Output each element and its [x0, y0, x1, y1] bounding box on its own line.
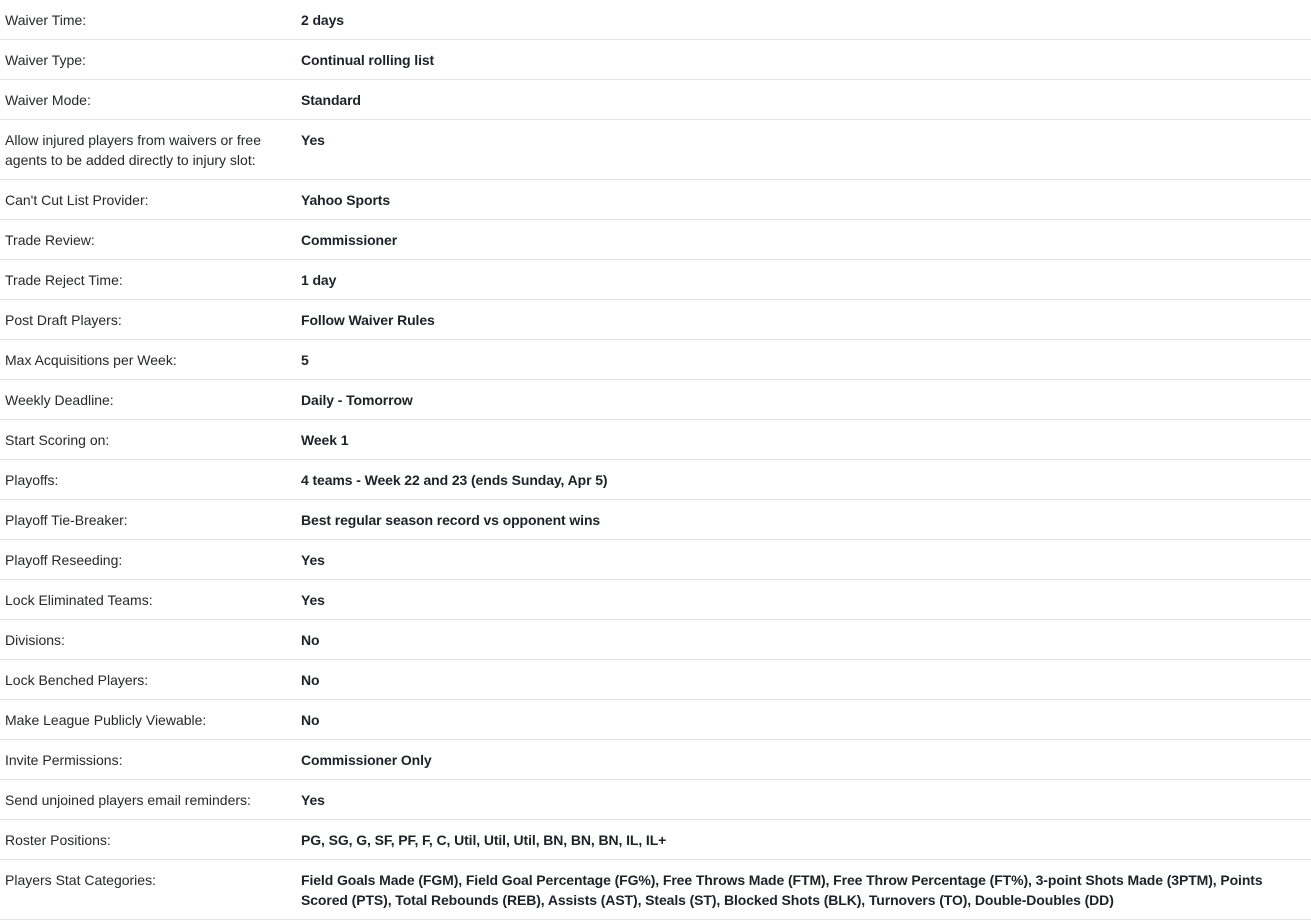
setting-value: 1 day [301, 272, 337, 288]
setting-value: No [301, 632, 320, 648]
setting-row-publicly-viewable [0, 700, 1311, 740]
setting-value: Commissioner [301, 232, 398, 248]
setting-row-roster-positions [0, 820, 1311, 860]
setting-row-playoff-tie-breaker [0, 500, 1311, 540]
setting-row-invite-permissions [0, 740, 1311, 780]
setting-value: Yes [301, 552, 325, 568]
setting-value: 2 days [301, 12, 344, 28]
setting-row-post-draft-players [0, 300, 1311, 340]
setting-value: Yes [301, 592, 325, 608]
setting-row-playoff-reseeding [0, 540, 1311, 580]
setting-label: Trade Reject Time: [5, 272, 123, 288]
setting-row-email-reminders [0, 780, 1311, 820]
setting-value: Week 1 [301, 432, 349, 448]
setting-value: Daily - Tomorrow [301, 392, 413, 408]
setting-value: 5 [301, 352, 309, 368]
setting-label: Waiver Mode: [5, 92, 91, 108]
setting-label: Lock Eliminated Teams: [5, 592, 153, 608]
setting-row-lock-eliminated-teams [0, 580, 1311, 620]
setting-label: Waiver Type: [5, 52, 86, 68]
setting-label: Max Acquisitions per Week: [5, 352, 177, 368]
setting-value: Follow Waiver Rules [301, 312, 435, 328]
setting-row-trade-review [0, 220, 1311, 260]
setting-label: Can't Cut List Provider: [5, 192, 149, 208]
setting-value: PG, SG, G, SF, PF, F, C, Util, Util, Util, BN, BN, BN, IL, IL+ [301, 832, 667, 848]
setting-value: Yes [301, 132, 325, 148]
setting-row-divisions [0, 620, 1311, 660]
setting-row-waiver-time [0, 0, 1311, 40]
setting-row-start-scoring [0, 420, 1311, 460]
setting-row-trade-reject-time [0, 260, 1311, 300]
setting-value: Commissioner Only [301, 752, 432, 768]
setting-row-lock-benched-players [0, 660, 1311, 700]
setting-value: Yahoo Sports [301, 192, 391, 208]
setting-label: Playoff Tie-Breaker: [5, 512, 128, 528]
setting-label: Lock Benched Players: [5, 672, 149, 688]
setting-label: Divisions: [5, 632, 65, 648]
setting-row-cant-cut-provider [0, 180, 1311, 220]
setting-value: Field Goals Made (FGM), Field Goal Percentage (FG%), Free Throws Made (FTM), Free Throw Percentage (FT%), 3-point Shots Made (3PTM), Points Scored (PTS), Total Rebounds (REB), Assists (AST), Steals (ST), Blocked Shots (BLK), Turnovers (TO), Double-Doubles (DD) [301, 872, 1263, 908]
setting-row-stat-categories [0, 860, 1311, 920]
setting-label: Post Draft Players: [5, 312, 122, 328]
setting-value: No [301, 712, 320, 728]
setting-row-waiver-type [0, 40, 1311, 80]
setting-row-weekly-deadline [0, 380, 1311, 420]
setting-value: Standard [301, 92, 361, 108]
setting-value: No [301, 672, 320, 688]
setting-row-playoffs [0, 460, 1311, 500]
setting-value: Yes [301, 792, 325, 808]
setting-value: Continual rolling list [301, 52, 435, 68]
setting-label: Waiver Time: [5, 12, 87, 28]
setting-label: Invite Permissions: [5, 752, 123, 768]
setting-label: Players Stat Categories: [5, 872, 156, 888]
setting-label: Playoffs: [5, 472, 59, 488]
setting-row-waiver-mode [0, 80, 1311, 120]
setting-label: Trade Review: [5, 232, 95, 248]
setting-label: Start Scoring on: [5, 432, 110, 448]
setting-row-injured-to-il [0, 120, 1311, 180]
setting-row-max-acquisitions [0, 340, 1311, 380]
setting-value: Best regular season record vs opponent wins [301, 512, 601, 528]
setting-label: Make League Publicly Viewable: [5, 712, 207, 728]
setting-label: Playoff Reseeding: [5, 552, 123, 568]
setting-label: Roster Positions: [5, 832, 111, 848]
setting-value: 4 teams - Week 22 and 23 (ends Sunday, Apr 5) [301, 472, 608, 488]
setting-label: Send unjoined players email reminders: [5, 792, 251, 808]
setting-label: Allow injured players from waivers or free agents to be added directly to injury slot: [5, 132, 261, 168]
setting-label: Weekly Deadline: [5, 392, 114, 408]
